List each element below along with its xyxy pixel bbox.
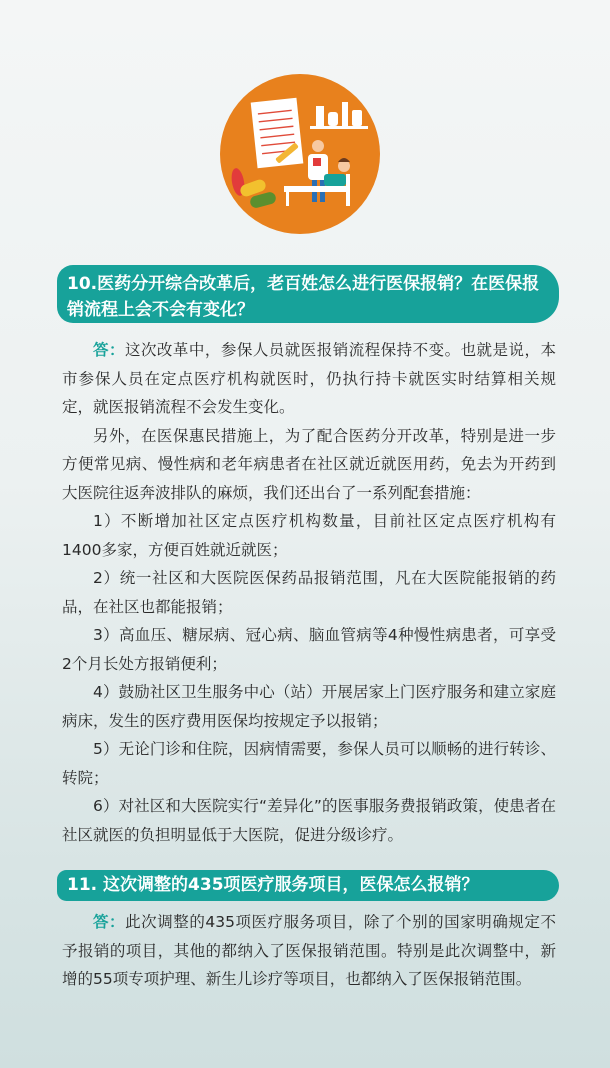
section-heading: 10.医药分开综合改革后，老百姓怎么进行医保报销？在医保报销流程上会不会有变化？ [57, 265, 559, 323]
answer-block [62, 336, 556, 849]
measure-item: 4）鼓励社区卫生服务中心（站）开展居家上门医疗服务和建立家庭病床，发生的医疗费用医保均按规定予以报销； [62, 683, 556, 730]
answer-text: 这次改革中，参保人员就医报销流程保持不变。也就是说，本市参保人员在定点医疗机构就医时，仍执行持卡就医实时结算相关规定，就医报销流程不会发生变化。 [62, 341, 556, 416]
hospital-doctor-patient-icon [220, 74, 380, 234]
measure-item: 6）对社区和大医院实行“差异化”的医事服务费报销政策，使患者在社区就医的负担明显低于大医院，促进分级诊疗。 [62, 797, 556, 844]
answer-block [62, 908, 556, 994]
measure-item: 3）高血压、糖尿病、冠心病、脑血管病等4种慢性病患者，可享受2个月长处方报销便利； [62, 626, 556, 673]
measure-item: 5）无论门诊和住院，因病情需要，参保人员可以顺畅的进行转诊、转院； [62, 740, 556, 787]
answer-paragraph [62, 908, 556, 994]
answer-paragraph [62, 336, 556, 422]
answer-text: 此次调整的435项医疗服务项目，除了个别的国家明确规定不予报销的项目，其他的都纳入了医保报销范围。特别是此次调整中，新增的55项专项护理、新生儿诊疗等项目，也都纳入了医保报销范围。 [62, 913, 556, 988]
answer-label: 答： [93, 913, 126, 931]
measure-item: 2）统一社区和大医院医保药品报销范围，凡在大医院能报销的药品，在社区也都能报销； [62, 569, 556, 616]
body-paragraph: 另外，在医保惠民措施上，为了配合医药分开改革，特别是进一步方便常见病、慢性病和老年病患者在社区就近就医用药，免去为开药到大医院往返奔波排队的麻烦，我们还出台了一系列配套措施： [62, 426, 556, 502]
section-heading: 11. 这次调整的435项医疗服务项目，医保怎么报销？ [57, 870, 559, 901]
measure-item: 1）不断增加社区定点医疗机构数量，目前社区定点医疗机构有1400多家，方便百姓就近就医； [62, 512, 556, 559]
answer-label: 答： [93, 341, 125, 359]
